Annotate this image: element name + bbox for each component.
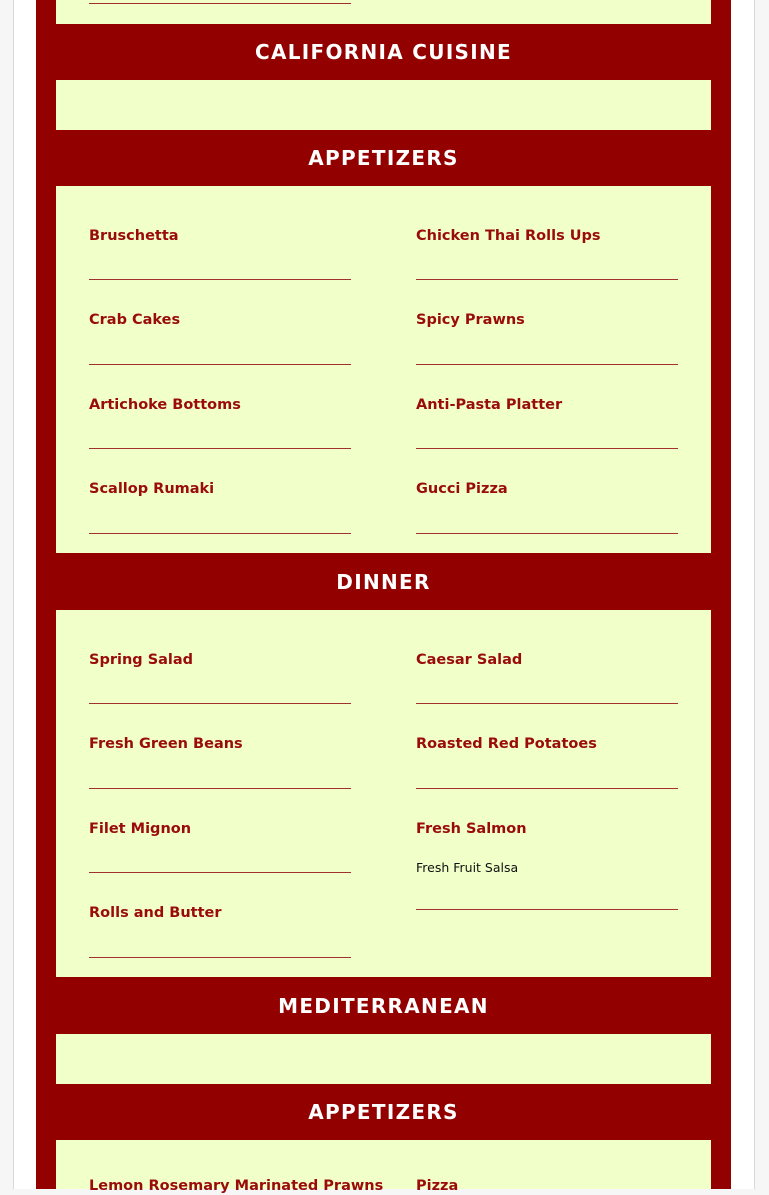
menu-item-name: Gucci Pizza (416, 481, 508, 497)
menu-item[interactable] (89, 1176, 384, 1194)
menu-item[interactable] (89, 735, 351, 789)
cuisine-title: MEDITERRANEAN (278, 994, 489, 1018)
course-banner-appetizers (36, 1084, 731, 1140)
item-divider (89, 3, 351, 4)
menu-item-name: Fresh Salmon (416, 821, 527, 837)
course-banner-dinner (36, 554, 731, 610)
menu-item[interactable] (416, 311, 678, 365)
menu-item[interactable] (89, 904, 351, 958)
menu-item-name: Bruschetta (89, 228, 179, 244)
cuisine-banner-california (36, 24, 731, 80)
menu-item-name: Caesar Salad (416, 652, 523, 668)
menu-item[interactable] (89, 480, 351, 534)
menu-item-name: Spicy Prawns (416, 312, 525, 328)
menu-item[interactable] (416, 396, 678, 449)
menu-item-name: Chicken Thai Rolls Ups (416, 228, 601, 244)
menu-item-name: Scallop Rumaki (89, 481, 215, 497)
menu-item[interactable] (89, 396, 351, 449)
menu-item[interactable] (416, 820, 678, 910)
menu-item-name: Pizza (416, 1178, 459, 1194)
menu-item-name: Crab Cakes (89, 312, 181, 328)
course-title: APPETIZERS (308, 146, 459, 170)
course-title: APPETIZERS (308, 1100, 459, 1124)
menu-item[interactable] (416, 651, 678, 704)
menu-item-name: Artichoke Bottoms (89, 397, 241, 413)
menu-item[interactable] (89, 311, 351, 365)
menu-item[interactable] (416, 227, 678, 280)
cuisine-panel-california (56, 80, 711, 130)
menu-item[interactable] (416, 735, 678, 789)
menu-item[interactable] (89, 227, 351, 280)
menu-item-name: Spring Salad (89, 652, 194, 668)
menu-item-name: Roasted Red Potatoes (416, 736, 597, 752)
menu-item-name: Rolls and Butter (89, 905, 222, 921)
menu-item[interactable] (416, 480, 678, 534)
menu-item[interactable] (416, 1176, 678, 1194)
cuisine-banner-mediterranean (36, 978, 731, 1034)
cuisine-panel-mediterranean (56, 1034, 711, 1084)
menu-item-name: Lemon Rosemary Marinated Prawns (89, 1178, 384, 1194)
cuisine-title: CALIFORNIA CUISINE (254, 40, 513, 64)
course-title: DINNER (336, 570, 431, 594)
menu-item-name: Anti-Pasta Platter (416, 397, 563, 413)
course-banner-appetizers (36, 130, 731, 186)
menu-item-description: Fresh Fruit Salsa (416, 860, 519, 875)
menu-item-name: Fresh Green Beans (89, 736, 243, 752)
menu-item-name: Filet Mignon (89, 821, 192, 837)
menu-item[interactable] (89, 820, 351, 873)
menu-item[interactable] (89, 651, 351, 704)
